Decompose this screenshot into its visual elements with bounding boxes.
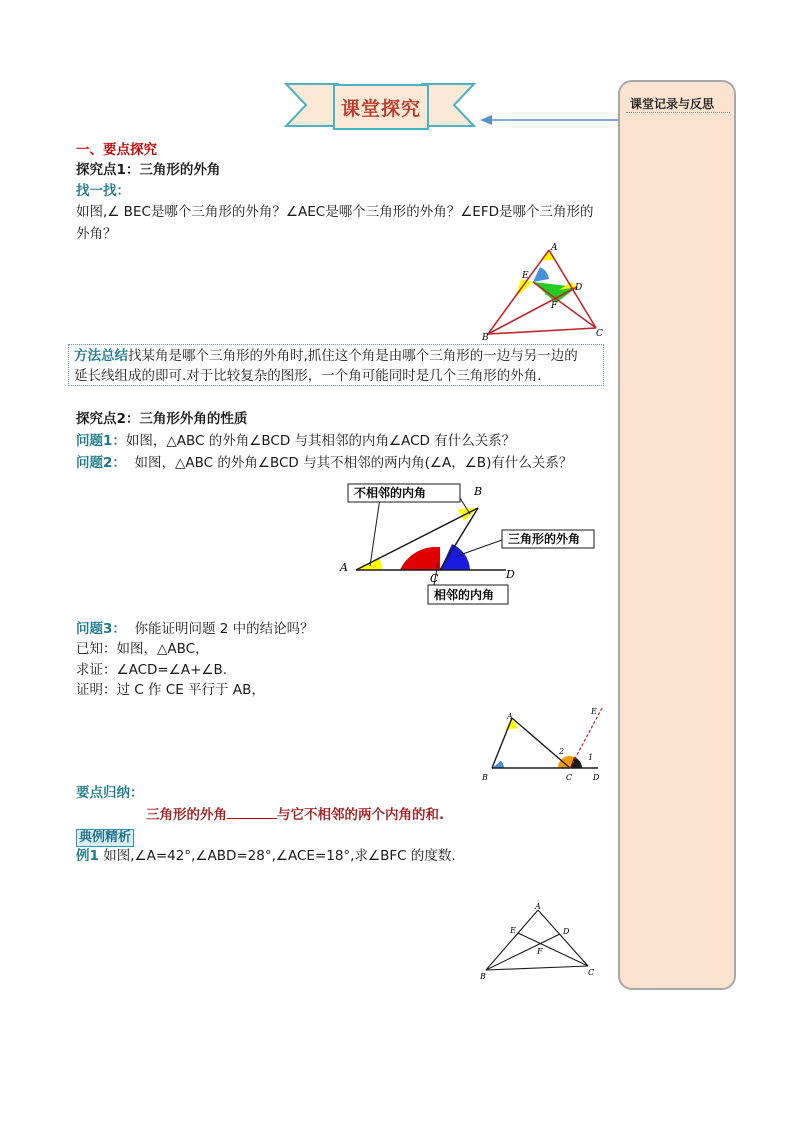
given-line: 已知：如图，△ABC，: [76, 641, 209, 657]
find-label: 找一找：: [76, 183, 130, 199]
summary-text-after: 与它不相邻的两个内角的和.: [277, 807, 445, 823]
section-heading: 一、要点探究: [76, 142, 157, 158]
summary-text-before: 三角形的外角: [146, 807, 227, 823]
question-3: [76, 619, 314, 639]
example-badge-wrap: [76, 826, 134, 847]
summary-blank[interactable]: [227, 804, 277, 819]
q2-label: 问题2：: [76, 455, 126, 471]
fig3-label-b: B: [482, 773, 488, 782]
fig3-label-d: D: [593, 773, 600, 782]
fig1-label-a: A: [551, 243, 558, 253]
figure-example-triangle: [474, 900, 604, 984]
fig1-label-e: E: [522, 271, 529, 281]
banner-title: 课堂探究: [333, 84, 429, 130]
banner-arrow: [478, 112, 623, 128]
point1-title: 探究点1：三角形的外角: [76, 162, 221, 178]
fig3-label-1: 1: [588, 753, 594, 762]
question-2: [76, 453, 572, 473]
sidebar-divider: [626, 112, 730, 113]
q1-label: 问题1：: [76, 433, 126, 449]
proof-line: 证明：过 C 作 CE 平行于 AB，: [76, 682, 265, 698]
question-line-2: 外角？: [76, 226, 117, 242]
fig2-label-b: B: [474, 485, 483, 498]
q2-text: 如图，△ABC 的外角∠BCD 与其不相邻的两内角(∠A，∠B)有什么关系？: [134, 455, 573, 471]
example-text: 如图,∠A=42°,∠ABD=28°,∠ACE=18°,求∠BFC 的度数.: [98, 848, 456, 864]
question-line-1: 如图,∠ BEC是哪个三角形的外角？∠AEC是哪个三角形的外角？∠EFD是哪个三角形的: [76, 204, 594, 220]
method-text-1: 找某角是哪个三角形的外角时,抓住这个角是由哪个三角形的一边与另一边的: [128, 348, 578, 364]
q1-text: 如图，△ABC 的外角∠BCD 与其相邻的内角∠ACD 有什么关系？: [125, 433, 516, 449]
summary-heading: 要点归纳：: [76, 785, 144, 801]
figure-exterior-angle: [338, 478, 608, 610]
callout-adjacent: 相邻的内角: [434, 588, 495, 602]
q3-text: 你能证明问题 2 中的结论吗？: [134, 621, 314, 637]
figure-triangle-1: [478, 242, 608, 342]
summary-statement: [146, 804, 444, 825]
fig1-label-c: C: [596, 329, 603, 339]
method-line-2: 延长线组成的即可.对于比较复杂的图形，一个角可能同时是几个三角形的外角.: [74, 368, 542, 384]
fig4-label-a: A: [535, 902, 541, 911]
fig2-label-c: C: [430, 572, 439, 585]
fig3-label-c: C: [566, 773, 573, 782]
fig4-label-e: E: [510, 926, 516, 935]
method-line-1: [74, 346, 578, 366]
prove-line: 求证：∠ACD=∠A+∠B.: [76, 662, 228, 678]
fig4-label-f: F: [537, 947, 543, 956]
fig1-label-b: B: [482, 333, 489, 342]
fig3-label-e: E: [591, 707, 597, 716]
method-label: 方法总结: [74, 348, 128, 364]
example-line: [76, 846, 456, 866]
sidebar-header: 课堂记录与反思: [630, 97, 715, 111]
callout-non-adjacent: 不相邻的内角: [354, 486, 427, 500]
fig1-label-f: F: [551, 301, 558, 311]
point2-title: 探究点2：三角形外角的性质: [76, 411, 248, 427]
fig4-label-d: D: [563, 927, 570, 936]
callout-exterior: 三角形的外角: [508, 532, 581, 546]
q3-label: 问题3：: [76, 621, 126, 637]
example-label: 例1: [76, 848, 99, 864]
fig4-label-b: B: [480, 972, 486, 981]
figure-parallel-proof: [478, 702, 608, 784]
fig3-label-a: A: [507, 712, 513, 721]
fig2-label-a: A: [340, 561, 348, 574]
question-1: [76, 431, 515, 451]
fig4-label-c: C: [588, 968, 595, 977]
fig1-label-d: D: [575, 283, 583, 293]
fig3-label-2: 2: [559, 747, 565, 756]
example-badge: 典例精析: [76, 829, 134, 847]
fig2-label-d: D: [506, 568, 515, 581]
notes-sidebar: [618, 80, 736, 990]
